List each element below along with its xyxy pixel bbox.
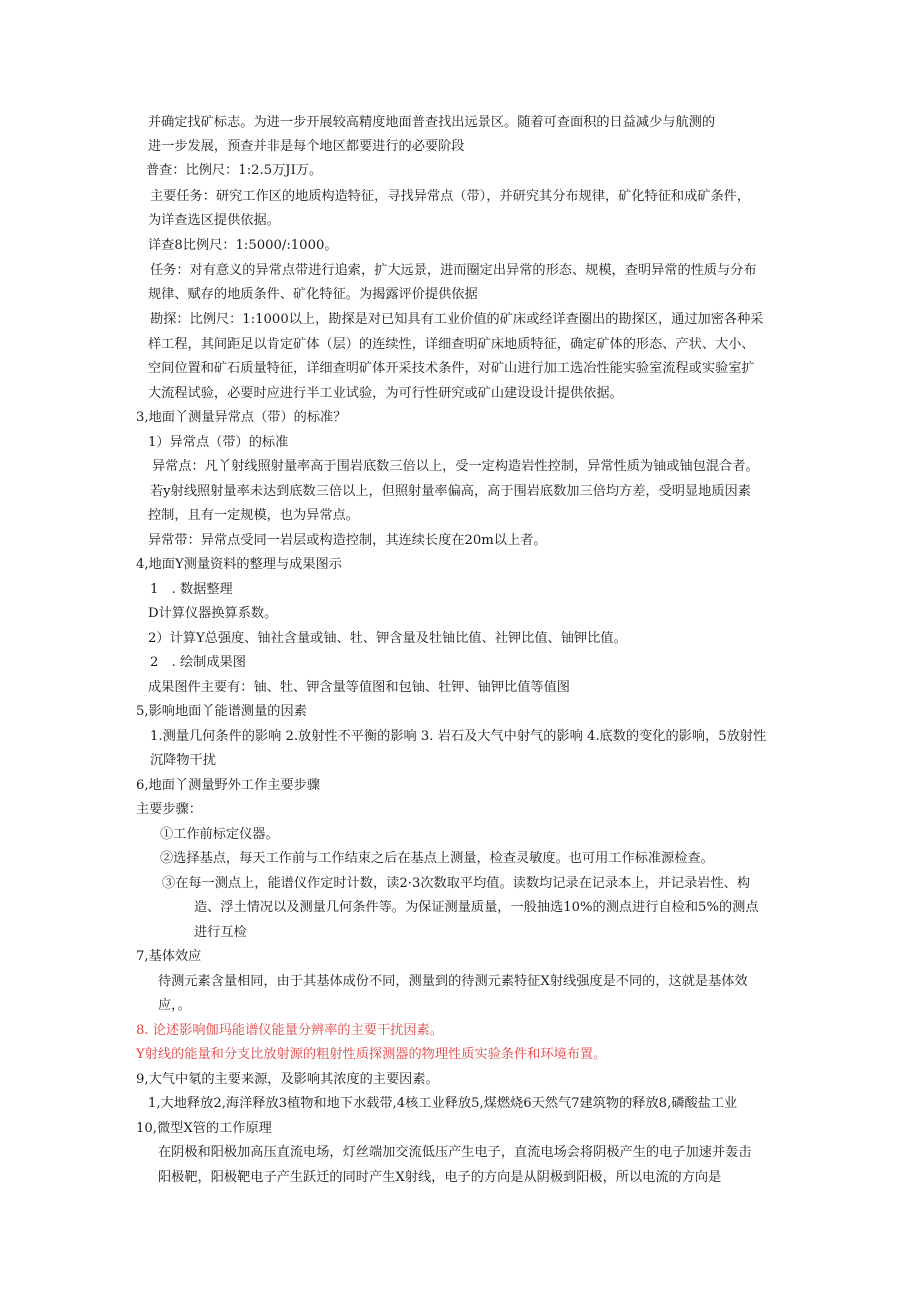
question-heading: 3,地面丫测量异常点（带）的标准？ [136,410,347,425]
question-heading: 5,影响地面丫能谱测量的因素 [136,704,307,719]
text-line: 2 . 绘制成果图 [150,655,246,670]
text-line: 1 . 数据整理 [150,582,233,597]
text-line: D计算仪器换算系数。 [148,606,278,621]
text-line: ③在每一测点上，能谱仪作定时计数，读2·3次数取平均值。读数均记录在记录本上，并记录岩性、构 [162,876,751,891]
text-line: 进行互检 [194,925,247,940]
text-line: 主要步骤： [136,802,202,817]
question-heading: 4,地面Y测量资料的整理与成果图示 [136,557,342,572]
text-line: 进一步发展，预查并非是每个地区都要进行的必要阶段 [148,139,465,154]
text-line: 成果图件主要有：铀、牡、钾含量等值图和包铀、牡钾、铀钾比值等值图 [148,680,570,695]
question-heading: 6,地面丫测量野外工作主要步骤 [136,778,321,793]
text-line: 1,大地释放2,海洋释放3植物和地下水载带,4核工业释放5,煤燃烧6天然气7建筑物的释放8,磷酸盐工业 [148,1096,738,1111]
text-line: 详查8比例尺：1:5000/:1000。 [148,238,338,253]
question-heading: 10,微型X管的工作原理 [136,1121,272,1136]
text-line: 2）计算Y总强度、铀社含量或铀、牡、钾含量及牡铀比值、社钾比值、铀钾比值。 [148,631,627,646]
text-line: 1.测量几何条件的影响 2.放射性不平衡的影响 3. 岩石及大气中射气的影响 4.底数的变化的影响，5放射性 [150,729,767,744]
text-line: 待测元素含量相同，由于其基体成份不同，测量到的待测元素特征X射线强度是不同的，这就是基体效 [158,974,748,989]
text-line: 并确定找矿标志。为进一步开展较高精度地面普查找出远景区。随着可查面积的日益减少与航测的 [148,115,716,130]
text-line: 规律、赋存的地质条件、矿化特征。为揭露评价提供依据 [148,287,478,302]
text-line: 阳极靶，阳极靶电子产生跃迁的同时产生X射线，电子的方向是从阴极到阳极，所以电流的方向是 [158,1170,722,1185]
question-heading: 7,基体效应 [136,949,202,964]
text-line: 勘探：比例尺：1:1000以上，勘探是对已知具有工业价值的矿床或经详查圈出的勘探区，通过加密各种采 [150,312,764,327]
text-line: 异常带：异常点受同一岩层或构造控制，其连续长度在20m以上者。 [148,533,547,548]
text-line: 沉降物干扰 [150,753,216,768]
text-line: Y射线的能量和分支比放射源的粗射性质探测器的物理性质实验条件和环境布置。 [136,1047,607,1062]
text-line: 为详查选区提供依据。 [148,213,280,228]
text-line: ②选择基点，每天工作前与工作结束之后在基点上测量，检查灵敏度。也可用工作标准源检查。 [160,851,714,866]
text-line: 异常点：凡丫射线照射量率高于围岩底数三倍以上，受一定构造岩性控制，异常性质为铀或铀包混合者。 [152,459,759,474]
text-line: 任务：对有意义的异常点带进行追索，扩大远景，进而圈定出异常的形态、规模，查明异常的性质与分布 [150,263,757,278]
text-line: 1）异常点（带）的标准 [148,435,289,450]
text-line: 造、浮土情况以及测量几何条件等。为保证测量质量，一般抽选10%的测点进行自检和5%的测点 [194,900,759,915]
text-line: 在阴极和阳极加高压直流电场，灯丝端加交流低压产生电子，直流电场会将阴极产生的电子加速并轰击 [158,1145,752,1160]
question-heading: 8. 论述影响伽玛能谱仪能量分辨率的主要干扰因素。 [136,1023,443,1038]
text-line: 若y射线照射量率未达到底数三倍以上，但照射量率偏高，高于围岩底数加三倍均方差，受明显地质因素 [150,484,751,499]
text-line: 控制，且有一定规模，也为异常点。 [148,508,359,523]
text-line: 普查：比例尺：1:2.5万JI万。 [146,163,323,178]
text-line: ①工作前标定仪器。 [160,827,279,842]
text-line: 应，。 [158,998,191,1013]
text-line: 大流程试验，必要时应进行半工业试验，为可行性研究或矿山建设设计提供依据。 [148,386,623,401]
text-line: 空间位置和矿石质量特征，详细查明矿体开采技术条件，对矿山进行加工选冶性能实验室流程或实验室扩 [148,361,755,376]
question-heading: 9,大气中氡的主要来源，及影响其浓度的主要因素。 [136,1072,439,1087]
text-line: 主要任务：研究工作区的地质构造特征，寻找异常点（带），并研究其分布规律，矿化特征和成矿条件， [150,189,751,204]
text-line: 样工程，其间距足以肯定矿体（层）的连续性，详细查明矿床地质特征，确定矿体的形态、产状、大小、 [148,337,755,352]
